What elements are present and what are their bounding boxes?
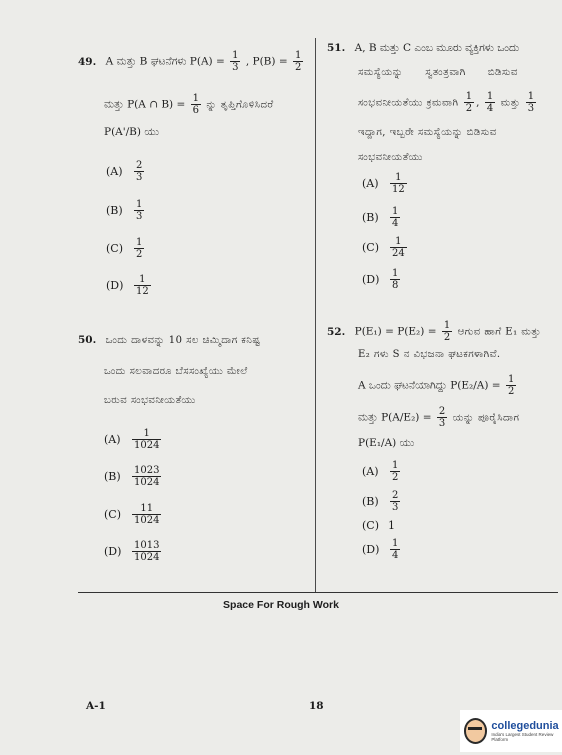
q51-option-a[interactable]: (A) $\frac{1}{12}$ xyxy=(362,172,405,195)
q52-line5: P(E₁/A) ಯು xyxy=(358,437,415,449)
q51-number: 51. xyxy=(327,42,346,54)
q49-line1: 49. A ಮತ್ತು B ಘಟನೆಗಳು P(A) = $\frac{1}{3}$ , P(B) = $\frac{1}{2}$ xyxy=(78,50,302,73)
collegedunia-logo xyxy=(460,710,562,752)
rough-work-label: Space For Rough Work xyxy=(223,599,339,611)
q51-line4: ಇದ್ದಾಗ, ಇಬ್ಬರೇ ಸಮಸ್ಯೆಯನ್ನು ಬಿಡಿಸುವ xyxy=(358,127,497,138)
q52-line3: A ಒಂದು ಘಟನೆಯಾಗಿದ್ದು P(E₂/A) = $\frac{1}{2}$ xyxy=(358,374,515,397)
q52-option-a[interactable]: (A) $\frac{1}{2}$ xyxy=(362,460,399,483)
q50-line1: 50. ಒಂದು ದಾಳವನ್ನು 10 ಸಲ ಚಿಮ್ಮಿದಾಗ ಕನಿಷ್ಟ xyxy=(78,334,261,346)
page-number: 18 xyxy=(309,700,324,712)
q50-number: 50. xyxy=(78,334,97,346)
q52-line2: E₂ ಗಳು S ನ ವಿಭಜನಾ ಘಟಕಗಳಾಗಿವೆ. xyxy=(358,349,501,360)
paper-code: A-1 xyxy=(86,700,106,712)
logo-tagline: India's Largest Student Review Platform xyxy=(491,732,554,742)
q49-pb-frac: $\frac{1}{2}$ xyxy=(294,50,302,73)
q51-line2: ಸಮಸ್ಯೆಯನ್ನು ಸ್ವತಂತ್ರವಾಗಿ ಬಿಡಿಸುವ xyxy=(358,67,518,78)
q52-number: 52. xyxy=(327,325,346,338)
q50-option-b[interactable]: (B) $\frac{1023}{1024}$ xyxy=(104,465,160,488)
q51-option-b[interactable]: (B) $\frac{1}{4}$ xyxy=(362,206,399,229)
q49-line2: ಮತ್ತು P(A ∩ B) = $\frac{1}{6}$ ನ್ನು ತೃಪ್ತಿಗೊಳಿಸಿದರೆ xyxy=(104,93,274,116)
q51-option-c[interactable]: (C) $\frac{1}{24}$ xyxy=(362,236,405,259)
mascot-icon xyxy=(464,718,487,744)
q51-line3: ಸಂಭವನೀಯತೆಯು ಕ್ರಮವಾಗಿ $\frac{1}{2}$ , $\frac{1}{4}$ ಮತ್ತು $\frac{1}{3}$ xyxy=(358,91,535,114)
q50-line2: ಒಂದು ಸಲವಾದರೂ ಬೆಸಸಂಖ್ಯೆಯು ಮೇಲೆ xyxy=(104,366,248,377)
q50-line3: ಬರುವ ಸಂಭವನೀಯತೆಯು xyxy=(104,395,196,406)
q49-option-d[interactable]: (D) $\frac{1}{12}$ xyxy=(106,274,149,297)
q49-line3: P(A'/B) ಯು xyxy=(104,126,159,138)
q49-pab-frac: $\frac{1}{6}$ xyxy=(192,93,200,116)
q52-line1: 52. P(E₁) = P(E₂) = $\frac{1}{2}$ ಆಗುವ ಹಾಗೆ E₁ ಮತ್ತು xyxy=(327,320,542,343)
q51-line5: ಸಂಭವನೀಯತೆಯು xyxy=(358,152,423,163)
q52-option-b[interactable]: (B) $\frac{2}{3}$ xyxy=(362,490,399,513)
q51-option-d[interactable]: (D) $\frac{1}{8}$ xyxy=(362,268,399,291)
q49-option-c[interactable]: (C) $\frac{1}{2}$ xyxy=(106,237,143,260)
q49-option-b[interactable]: (B) $\frac{1}{3}$ xyxy=(106,199,143,222)
q52-option-d[interactable]: (D) $\frac{1}{4}$ xyxy=(362,538,399,561)
logo-brand: collegedunia xyxy=(491,720,559,732)
q50-option-d[interactable]: (D) $\frac{1013}{1024}$ xyxy=(104,540,160,563)
q50-option-a[interactable]: (A) $\frac{1}{1024}$ xyxy=(104,428,160,451)
rough-work-divider xyxy=(78,592,558,593)
column-divider xyxy=(315,38,316,593)
q49-pa-frac: $\frac{1}{3}$ xyxy=(232,50,239,73)
q52-option-c[interactable]: (C) 1 xyxy=(362,519,395,532)
q50-option-c[interactable]: (C) $\frac{11}{1024}$ xyxy=(104,503,160,526)
q51-line1: 51. A, B ಮತ್ತು C ಎಂಬ ಮೂರು ವ್ಯಕ್ತಿಗಳು ಒಂದು xyxy=(327,42,520,54)
q52-line4: ಮತ್ತು P(A/E₂) = $\frac{2}{3}$ ಯನ್ನು ಪೂರೈಸಿದಾಗ xyxy=(358,406,520,429)
q49-number: 49. xyxy=(78,55,97,68)
q49-option-a[interactable]: (A) $\frac{2}{3}$ xyxy=(106,160,143,183)
